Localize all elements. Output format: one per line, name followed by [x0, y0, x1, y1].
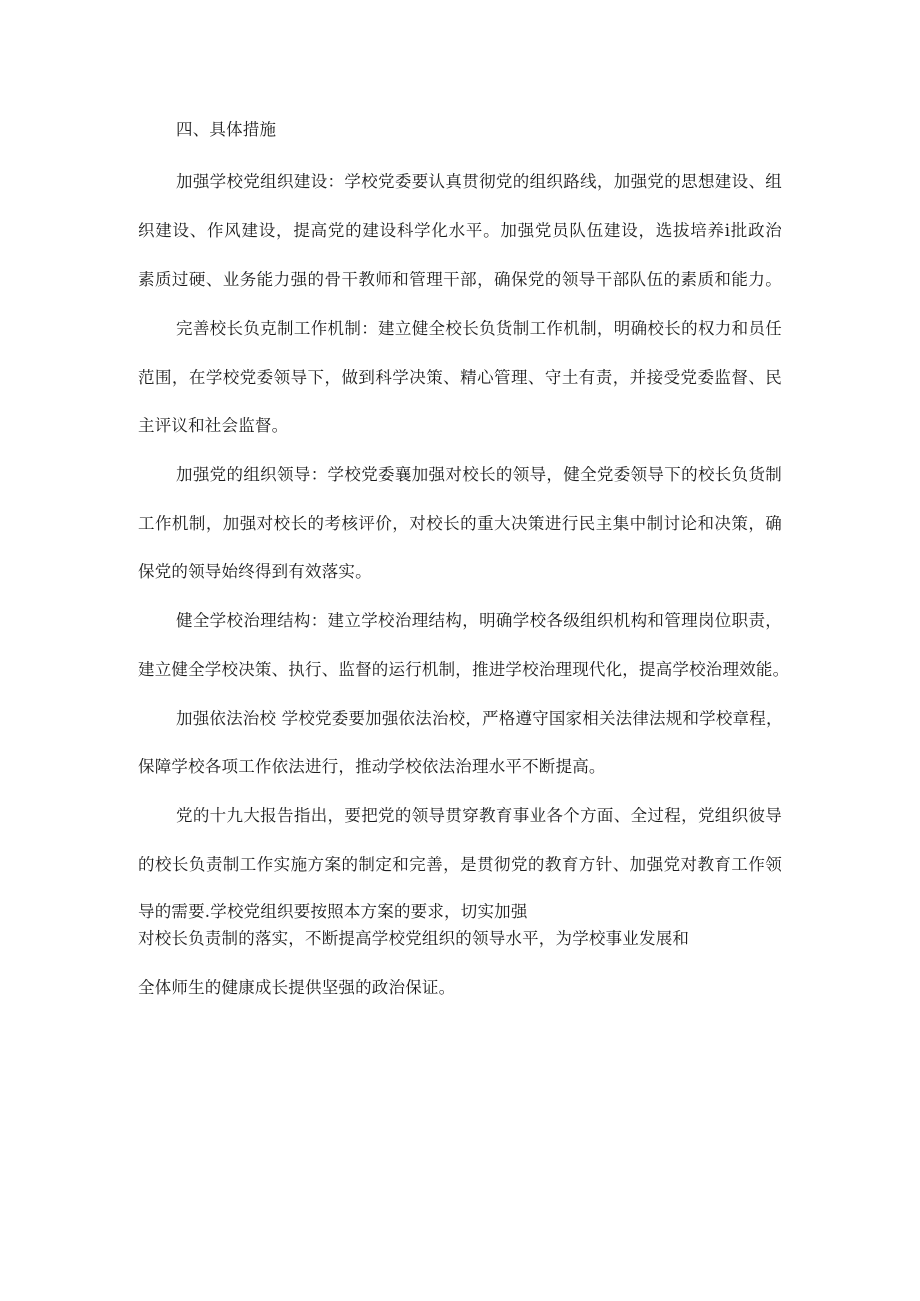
paragraph-5-line-1: 加强依法治校 学校党委要加强依法治校，严格遵守国家相关法律法规和学校章程， — [176, 709, 783, 728]
paragraph-3-line-2: 工作机制，加强对校长的考核评价，对校长的重大决策进行民主集中制讨论和决策，确 — [138, 514, 782, 533]
paragraph-3-line-1: 加强党的组织领导：学校党委襄加强对校长的领导，健全党委领导下的校长负货制 — [176, 465, 782, 484]
section-heading: 四、具体措施 — [176, 120, 277, 139]
paragraph-4-line-2: 建立健全学校决策、执行、监督的运行机制，推进学校治理现代化，提高学校治理效能。 — [138, 660, 790, 679]
paragraph-1-line-2: 织建设、作风建设，提高党的建设科学化水平。加强党员队伍建设，选拔培养i批政治 — [138, 221, 782, 240]
paragraph-6-line-1: 党的十九大报告指出，要把党的领导贯穿教育事业各个方面、全过程，党组织彼导 — [176, 806, 782, 825]
paragraph-6-line-2: 的校长负责制工作实施方案的制定和完善，是贯彻党的教育方针、加强党对教育工作领 — [138, 855, 782, 874]
paragraph-4-line-1: 健全学校治理结构：建立学校治理结构，明确学校各级组织机构和管理岗位职责， — [176, 611, 782, 630]
paragraph-6-line-3: 导的需要.学校党组织要按照本方案的要求，切实加强 — [138, 902, 528, 921]
paragraph-1-line-3: 素质过硬、业务能力强的骨干教师和管理干部，确保党的领导干部队伍的素质和能力。 — [138, 270, 782, 289]
paragraph-2-line-2: 范围，在学校党委领导下，做到科学决策、精心管理、守土有责，并接受党委监督、民 — [138, 368, 782, 387]
paragraph-6-line-4: 对校长负责制的落实，不断提高学校党组织的领导水平，为学校事业发展和 — [138, 929, 690, 948]
paragraph-5-line-2: 保障学校各项工作依法进行，推动学校依法治理水平不断提高。 — [138, 757, 606, 776]
paragraph-3-line-3: 保党的领导始终得到有效落实。 — [138, 562, 372, 581]
paragraph-6-line-5: 全体师生的健康成长提供坚强的政治保证。 — [138, 978, 456, 997]
paragraph-2-line-3: 主评议和社会监督。 — [138, 416, 289, 435]
paragraph-2-line-1: 完善校长负克制工作机制：建立健全校长负货制工作机制，明确校长的权力和员任 — [176, 319, 782, 338]
paragraph-1-line-1: 加强学校党组织建设：学校党委要认真贯彻党的组织路线，加强党的思想建设、组 — [176, 172, 782, 191]
